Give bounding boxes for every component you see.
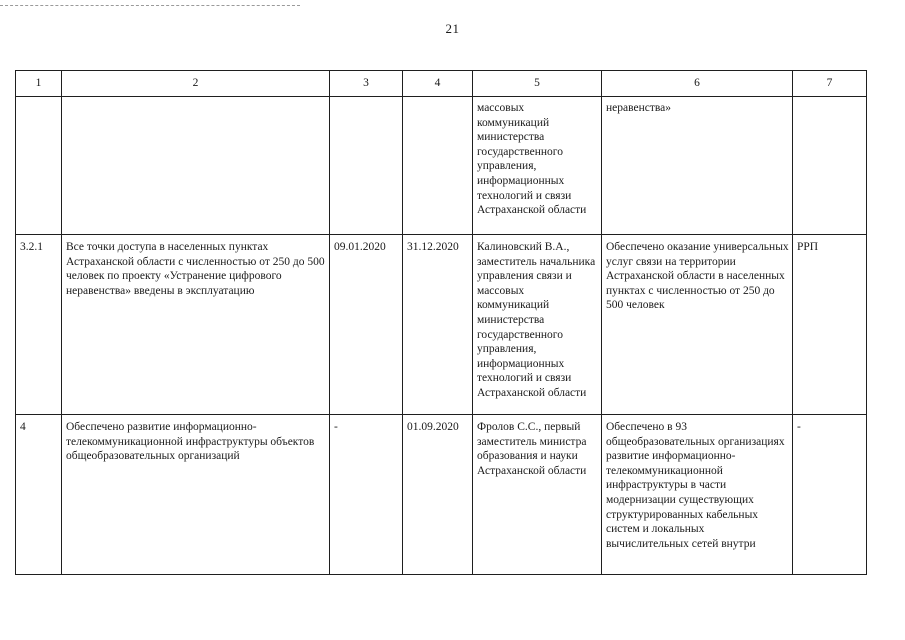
column-header-5: 5 bbox=[473, 71, 602, 97]
cell-end-date: 31.12.2020 bbox=[403, 235, 473, 415]
cell-result bbox=[62, 97, 330, 235]
cell-responsible: Калиновский В.А., заместитель начальника управления связи и массовых коммуникаций министерства государственного управления, информационных технологий и связи Астраханской области bbox=[473, 235, 602, 415]
column-header-2: 2 bbox=[62, 71, 330, 97]
cell-result: Обеспечено развитие информационно-телекоммуникационной инфраструктуры объектов общеобразовательных организаций bbox=[62, 415, 330, 575]
page-number: 21 bbox=[445, 21, 460, 36]
cell-document: РРП bbox=[793, 235, 867, 415]
cell-outcome: Обеспечено оказание универсальных услуг связи на территории Астраханской области в населенных пунктах с численностью от 250 до 500 человек bbox=[602, 235, 793, 415]
table-row-3-2-1 bbox=[16, 235, 867, 415]
table-row-4 bbox=[16, 415, 867, 575]
cell-document: - bbox=[793, 415, 867, 575]
cell-number: 4 bbox=[16, 415, 62, 575]
cell-outcome: Обеспечено в 93 общеобразовательных организациях развитие информационно-телекоммуникационной инфраструктуры в части модернизации существующих структурированных кабельных систем и локальных вычислительных сетей внутри bbox=[602, 415, 793, 575]
cell-end-date: 01.09.2020 bbox=[403, 415, 473, 575]
column-header-7: 7 bbox=[793, 71, 867, 97]
cell-outcome: неравенства» bbox=[602, 97, 793, 235]
column-header-1: 1 bbox=[16, 71, 62, 97]
column-header-4: 4 bbox=[403, 71, 473, 97]
column-header-6: 6 bbox=[602, 71, 793, 97]
table-row-continuation bbox=[16, 97, 867, 235]
plan-table bbox=[15, 70, 867, 575]
cell-start-date: 09.01.2020 bbox=[330, 235, 403, 415]
cell-result: Все точки доступа в населенных пунктах Астраханской области с численностью от 250 до 500 человек по проекту «Устранение цифрового неравенства» введены в эксплуатацию bbox=[62, 235, 330, 415]
scan-artifact-line bbox=[0, 5, 300, 6]
column-header-3: 3 bbox=[330, 71, 403, 97]
cell-start-date: - bbox=[330, 415, 403, 575]
cell-responsible: массовых коммуникаций министерства государственного управления, информационных технологий и связи Астраханской области bbox=[473, 97, 602, 235]
cell-document bbox=[793, 97, 867, 235]
cell-start-date bbox=[330, 97, 403, 235]
cell-number bbox=[16, 97, 62, 235]
cell-number: 3.2.1 bbox=[16, 235, 62, 415]
cell-end-date bbox=[403, 97, 473, 235]
cell-responsible: Фролов С.С., первый заместитель министра образования и науки Астраханской области bbox=[473, 415, 602, 575]
table-header-row bbox=[16, 71, 867, 97]
